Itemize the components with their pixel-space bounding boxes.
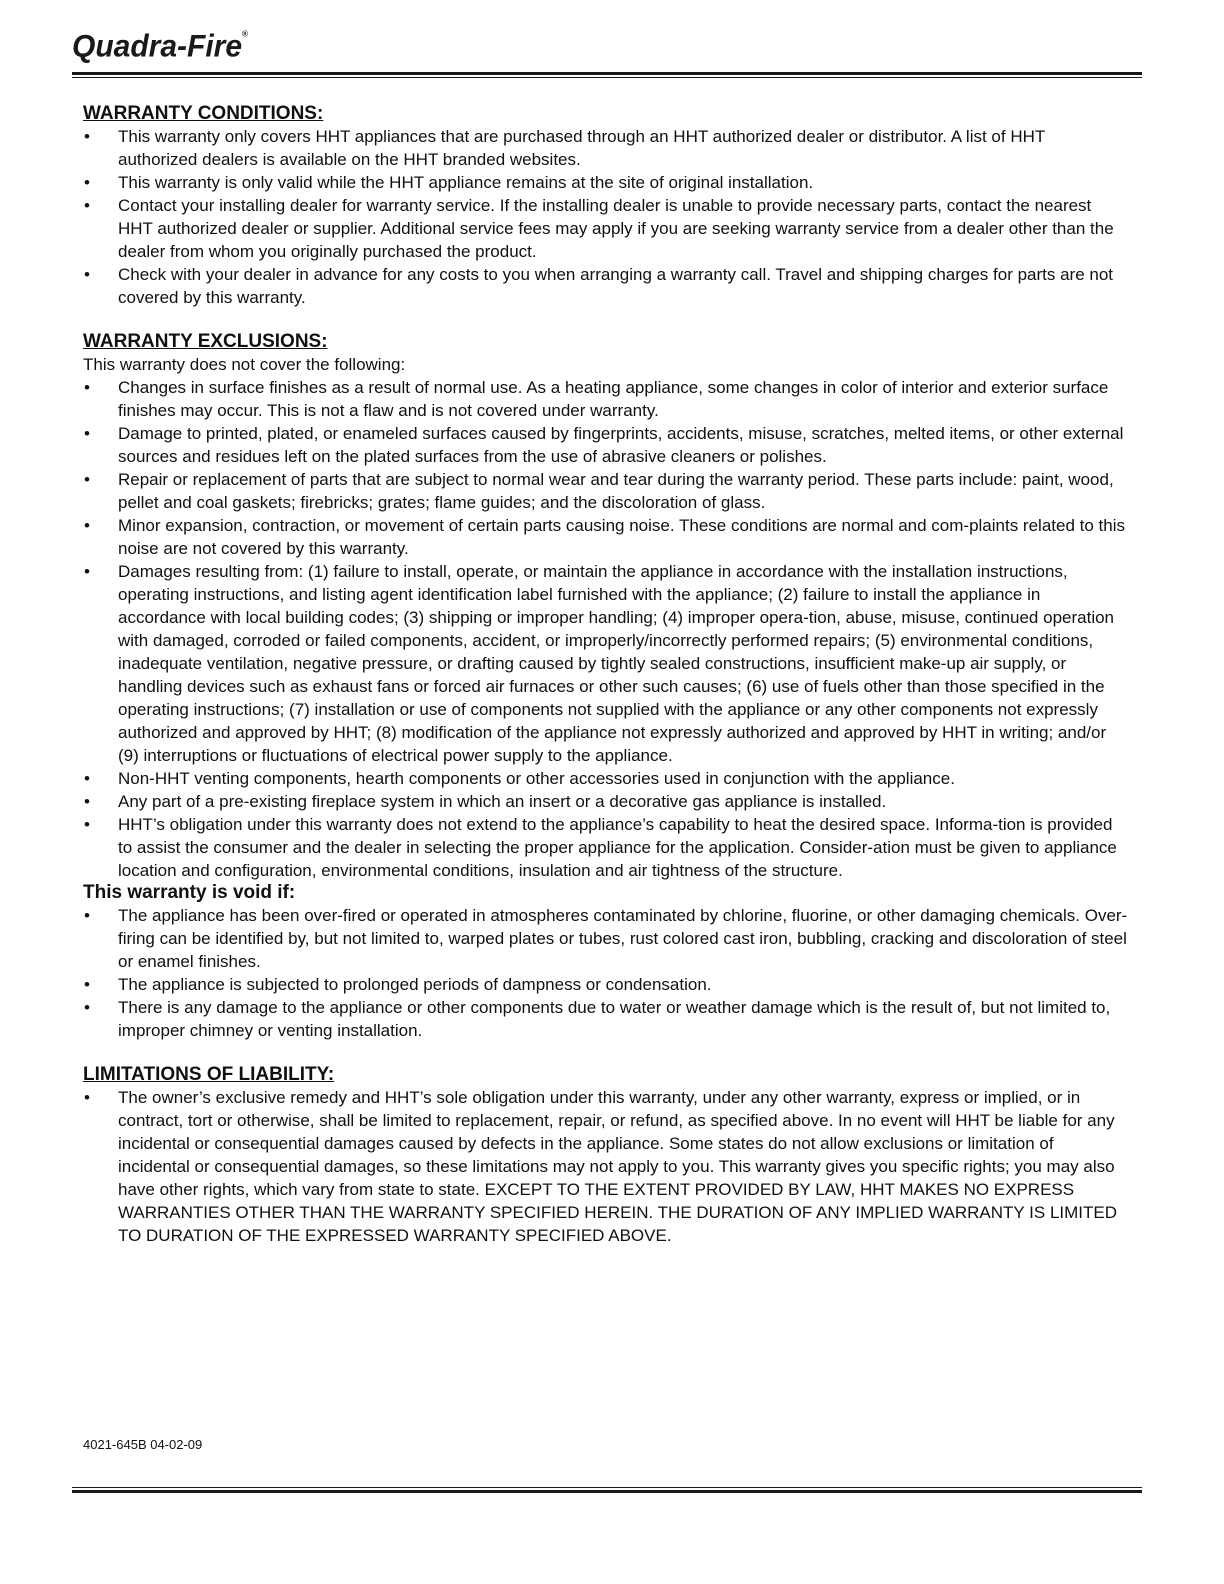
list-item-text: The owner’s exclusive remedy and HHT’s sole obligation under this warranty, under any other warranty, express or implied, or in contract, tort or otherwise, shall be limited to replacement, repair, or refund, as specified above. In no event will HHT be liable for any incidental or consequential damages caused by defects in the appliance. Some states do not allow exclusions or limitation of incidental or consequential damages, so these limitations may not apply to you. This warranty gives you specific rights; you may also have other rights, which vary from state to state. EXCEPT TO THE EXTENT PROVIDED BY LAW, HHT MAKES NO EXPRESS WARRANTIES OTHER THAN THE WARRANTY SPECIFIED HEREIN. THE DURATION OF ANY IMPLIED WARRANTY IS LIMITED TO DURATION OF THE EXPRESSED WARRANTY SPECIFIED ABOVE.	[118, 1088, 1118, 1245]
list-item-text: This warranty only covers HHT appliances that are purchased through an HHT authorized dealer or distributor. A list of HHT authorized dealers is available on the HHT branded websites.	[118, 127, 1045, 169]
bullet-icon: •	[84, 815, 90, 834]
list-item	[83, 996, 1128, 1042]
document-body	[83, 102, 1128, 1247]
list-item	[83, 560, 1128, 767]
conditions-list	[83, 125, 1128, 309]
list-item	[83, 171, 1128, 194]
list-item-text: The appliance is subjected to prolonged periods of dampness or condensation.	[118, 975, 712, 994]
bullet-icon: •	[84, 562, 90, 581]
footer-rule	[72, 1487, 1142, 1493]
brand-logo-text: Quadra-Fire	[72, 29, 243, 64]
list-item-text: Check with your dealer in advance for any costs to you when arranging a warranty call. Travel and shipping charges for parts are not covered by this warranty.	[118, 265, 1114, 307]
list-item	[83, 376, 1128, 422]
list-item	[83, 1086, 1128, 1247]
list-item-text: Minor expansion, contraction, or movement of certain parts causing noise. These conditions are normal and com-plaints related to this noise are not covered by this warranty.	[118, 516, 1125, 558]
bullet-icon: •	[84, 173, 90, 192]
void-list	[83, 904, 1128, 1042]
list-item	[83, 790, 1128, 813]
bullet-icon: •	[84, 769, 90, 788]
bullet-icon: •	[84, 906, 90, 925]
bullet-icon: •	[84, 792, 90, 811]
list-item-text: Contact your installing dealer for warranty service. If the installing dealer is unable to provide necessary parts, contact the nearest HHT authorized dealer or supplier. Additional service fees may apply if you are seeking warranty service from a dealer other than the dealer from whom you originally purchased the product.	[118, 196, 1114, 261]
void-heading: This warranty is void if:	[83, 882, 296, 903]
list-item	[83, 514, 1128, 560]
limitations-list	[83, 1086, 1128, 1247]
exclusions-list	[83, 376, 1128, 882]
conditions-heading: WARRANTY CONDITIONS:	[83, 103, 324, 124]
list-item	[83, 263, 1128, 309]
list-item	[83, 194, 1128, 263]
list-item-text: There is any damage to the appliance or other components due to water or weather damage which is the result of, but not limited to, improper chimney or venting installation.	[118, 998, 1111, 1040]
list-item-text: Non-HHT venting components, hearth components or other accessories used in conjunction with the appliance.	[118, 769, 955, 788]
trademark-mark: ®	[242, 29, 248, 39]
bullet-icon: •	[84, 516, 90, 535]
list-item-text: Damage to printed, plated, or enameled surfaces caused by fingerprints, accidents, misuse, scratches, melted items, or other external sources and residues left on the plated surfaces from the use of abrasive cleaners or polishes.	[118, 424, 1124, 466]
list-item-text: Repair or replacement of parts that are subject to normal wear and tear during the warranty period. These parts include: paint, wood, pellet and coal gaskets; firebricks; grates; flame guides; and the discoloration of glass.	[118, 470, 1114, 512]
bullet-icon: •	[84, 1088, 90, 1107]
list-item-text: HHT’s obligation under this warranty does not extend to the appliance’s capability to heat the desired space. Informa-tion is provided to assist the consumer and the dealer in selecting the proper appliance for the application. Consider-ation must be given to appliance location and configuration, environmental conditions, insulation and air tightness of the structure.	[118, 815, 1117, 880]
bullet-icon: •	[84, 127, 90, 146]
list-item	[83, 125, 1128, 171]
bullet-icon: •	[84, 424, 90, 443]
document-code: 4021-645B 04-02-09	[83, 1437, 203, 1452]
list-item	[83, 767, 1128, 790]
bullet-icon: •	[84, 196, 90, 215]
bullet-icon: •	[84, 975, 90, 994]
list-item-text: Any part of a pre-existing fireplace system in which an insert or a decorative gas appliance is installed.	[118, 792, 887, 811]
brand-logo	[72, 29, 248, 65]
bullet-icon: •	[84, 470, 90, 489]
header-rule	[72, 72, 1142, 78]
bullet-icon: •	[84, 998, 90, 1017]
list-item	[83, 468, 1128, 514]
list-item	[83, 973, 1128, 996]
bullet-icon: •	[84, 265, 90, 284]
list-item	[83, 422, 1128, 468]
list-item	[83, 904, 1128, 973]
list-item-text: Changes in surface finishes as a result of normal use. As a heating appliance, some changes in color of interior and exterior surface finishes may occur. This is not a flaw and is not covered under warranty.	[118, 378, 1109, 420]
exclusions-intro: This warranty does not cover the following:	[83, 355, 406, 374]
list-item-text: This warranty is only valid while the HHT appliance remains at the site of original installation.	[118, 173, 814, 192]
list-item	[83, 813, 1128, 882]
list-item-text: The appliance has been over-fired or operated in atmospheres contaminated by chlorine, fluorine, or other damaging chemicals. Over-firing can be identified by, but not limited to, warped plates or tubes, rust colored cast iron, bubbling, cracking and discoloration of steel or enamel finishes.	[118, 906, 1128, 971]
limitations-heading: LIMITATIONS OF LIABILITY:	[83, 1064, 335, 1085]
exclusions-heading: WARRANTY EXCLUSIONS:	[83, 331, 328, 352]
list-item-text: Damages resulting from: (1) failure to install, operate, or maintain the appliance in accordance with the installation instructions, operating instructions, and listing agent identification label furnished with the appliance; (2) failure to install the appliance in accordance with local building codes; (3) shipping or improper handling; (4) improper opera-tion, abuse, misuse, continued operation with damaged, corroded or failed components, accident, or improperly/incorrectly performed repairs; (5) environmental conditions, inadequate ventilation, negative pressure, or drafting caused by tightly sealed constructions, insufficient make-up air supply, or handling devices such as exhaust fans or forced air furnaces or other such causes; (6) use of fuels other than those specified in the operating instructions; (7) installation or use of components not supplied with the appliance or any other components not expressly authorized and approved by HHT; (8) modification of the appliance not expressly authorized and approved by HHT in writing; and/or (9) interruptions or fluctuations of electrical power supply to the appliance.	[118, 562, 1115, 765]
bullet-icon: •	[84, 378, 90, 397]
